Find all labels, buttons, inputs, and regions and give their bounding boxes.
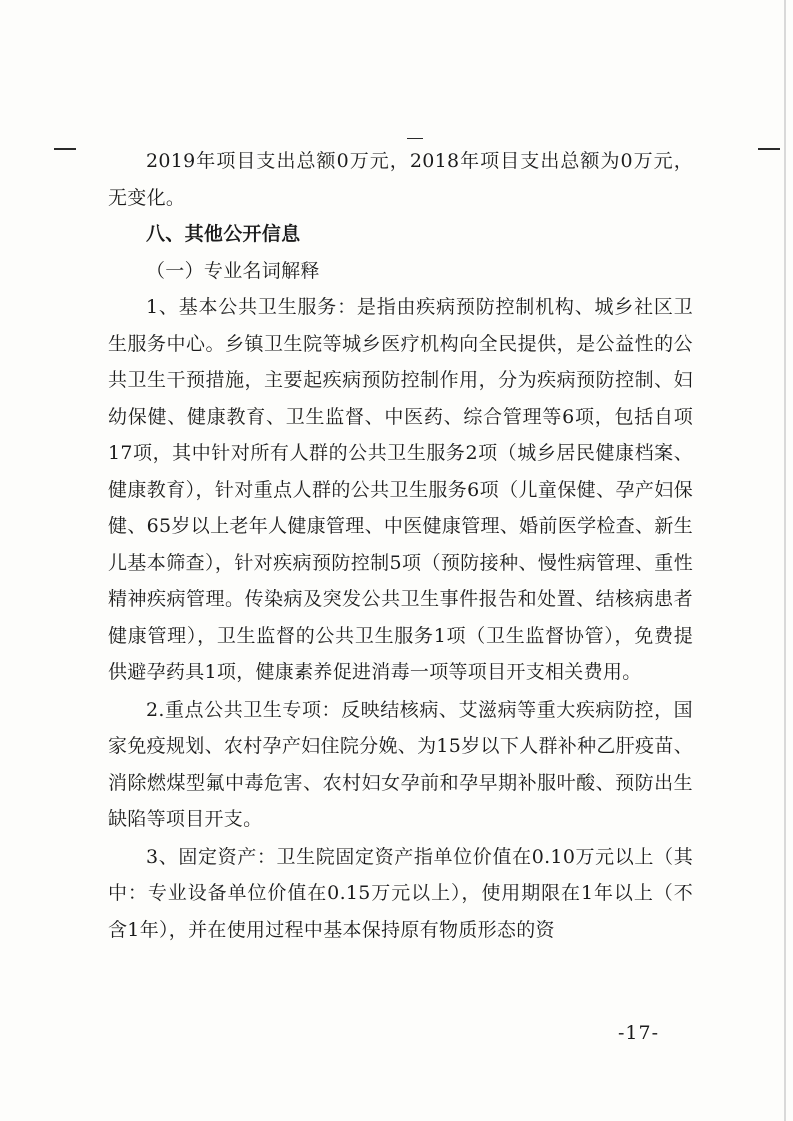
subheading-terms: （一）专业名词解释 <box>146 259 320 282</box>
paragraph-key-public-health: 2.重点公共卫生专项：反映结核病、艾滋病等重大疾病防控，国家免疫规划、农村孕产妇住院分娩、为15岁以下人群补种乙肝疫苗、消除燃煤型氟中毒危害、农村妇女孕前和孕早期补服叶酸、预防出生缺陷等项目开支。 <box>108 698 693 830</box>
right-binding-mark <box>758 148 780 150</box>
paragraph-basic-public-health: 1、基本公共卫生服务：是指由疾病预防控制机构、城乡社区卫生服务中心。乡镇卫生院等城乡医疗机构向全民提供，是公益性的公共卫生干预措施，主要起疾病预防控制作用，分为疾病预防控制、妇幼保健、健康教育、卫生监督、中医药、综合管理等6项，包括自项17项，其中针对所有人群的公共卫生服务2项（城乡居民健康档案、健康教育），针对重点人群的公共卫生服务6项（儿童保健、孕产妇保健、65岁以上老年人健康管理、中医健康管理、婚前医学检查、新生儿基本筛查），针对疾病预防控制5项（预防接种、慢性病管理、重性精神疾病管理。传染病及突发公共卫生事件报告和处置、结核病患者健康管理），卫生监督的公共卫生服务1项（卫生监督协管），免费提供避孕药具1项，健康素养促进消毒一项等项目开支相关费用。 <box>108 296 693 683</box>
page-edge-shadow <box>784 0 786 1121</box>
page-number: -17- <box>618 1022 660 1044</box>
section-heading-other-info: 八、其他公开信息 <box>146 223 301 245</box>
paragraph-fixed-assets: 3、固定资产：卫生院固定资产指单位价值在0.10万元以上（其中：专业设备单位价值在0.15万元以上），使用期限在1年以上（不含1年），并在使用过程中基本保持原有物质形态的资 <box>108 845 693 941</box>
left-binding-mark <box>54 148 76 150</box>
top-center-mark <box>407 138 423 139</box>
document-body <box>108 143 693 948</box>
paragraph-project-expenditure: 2019年项目支出总额0万元，2018年项目支出总额为0万元，无变化。 <box>108 150 693 209</box>
